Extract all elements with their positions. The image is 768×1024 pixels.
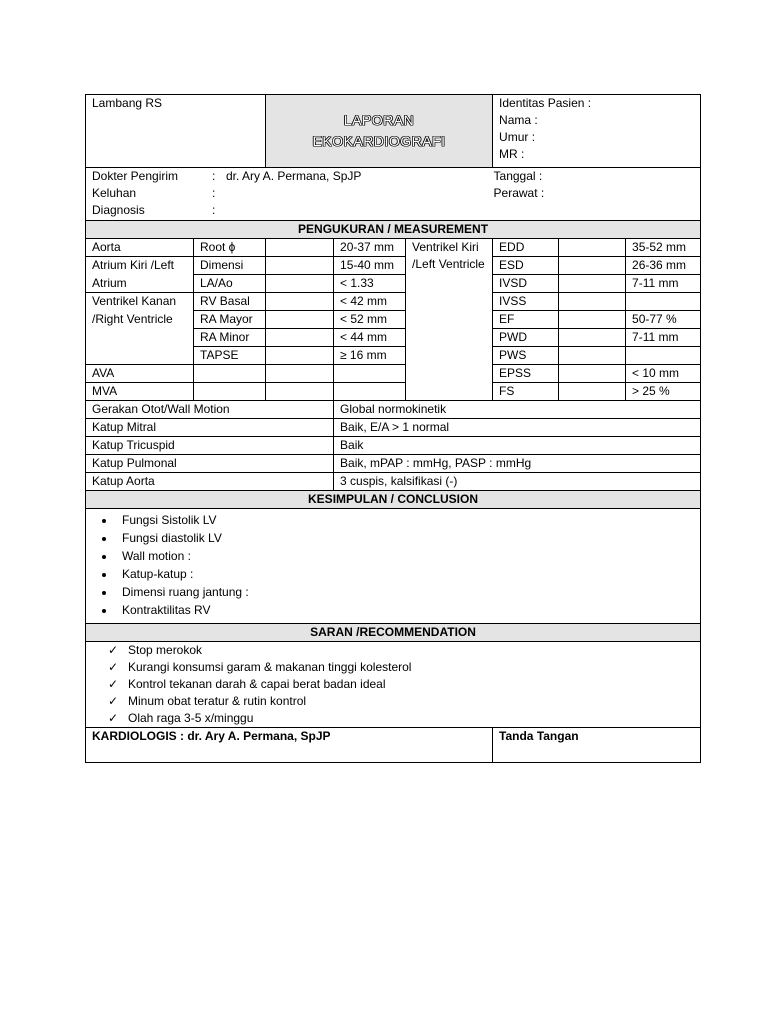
structure-cell: Aorta bbox=[86, 239, 194, 257]
structure-cell: AVA bbox=[86, 365, 194, 383]
valve-row bbox=[86, 437, 701, 455]
measure-row bbox=[86, 257, 701, 275]
cardiologist-cell: KARDIOLOGIS : dr. Ary A. Permana, SpJP bbox=[86, 728, 493, 763]
valve-row bbox=[86, 455, 701, 473]
normal-range: < 44 mm bbox=[334, 329, 406, 347]
value-input[interactable] bbox=[266, 239, 334, 257]
recommendation-item bbox=[108, 693, 700, 710]
lv-param-cell: ESD bbox=[493, 257, 559, 275]
recommendation-text: Stop merokok bbox=[128, 643, 203, 657]
conclusion-section-header: KESIMPULAN / CONCLUSION bbox=[86, 491, 701, 509]
lv-param-cell: EF bbox=[493, 311, 559, 329]
lv-value-input[interactable] bbox=[559, 329, 626, 347]
value-input[interactable] bbox=[266, 257, 334, 275]
referring-doctor-value[interactable]: dr. Ary A. Permana, SpJP bbox=[226, 169, 362, 183]
recommendation-item bbox=[108, 710, 700, 727]
lv-value-input[interactable] bbox=[559, 365, 626, 383]
lv-value-input[interactable] bbox=[559, 239, 626, 257]
complaint-row: Keluhan : bbox=[92, 186, 216, 200]
recommendation-item bbox=[108, 659, 700, 676]
valve-value[interactable]: 3 cuspis, kalsifikasi (-) bbox=[334, 473, 701, 491]
nurse-field[interactable]: Perawat : bbox=[493, 186, 545, 200]
structure-cell: /Right Ventricle bbox=[86, 311, 194, 329]
lv-normal-range: > 25 % bbox=[626, 383, 701, 401]
conclusion-item[interactable]: • Fungsi Sistolik LV bbox=[116, 511, 700, 529]
normal-range bbox=[334, 365, 406, 383]
value-input[interactable] bbox=[266, 275, 334, 293]
conclusion-item[interactable]: • Wall motion : bbox=[116, 547, 700, 565]
normal-range: < 1.33 bbox=[334, 275, 406, 293]
conclusion-item[interactable]: • Katup-katup : bbox=[116, 565, 700, 583]
measure-row bbox=[86, 365, 701, 383]
normal-range: < 42 mm bbox=[334, 293, 406, 311]
param-cell bbox=[194, 383, 266, 401]
checkmark-icon: ✓ bbox=[108, 660, 119, 674]
structure-cell bbox=[86, 329, 194, 347]
valve-value[interactable]: Global normokinetik bbox=[334, 401, 701, 419]
lv-value-input[interactable] bbox=[559, 275, 626, 293]
patient-mr-field[interactable]: MR : bbox=[499, 147, 525, 161]
patient-name-field[interactable]: Nama : bbox=[499, 113, 538, 127]
checkmark-icon: ✓ bbox=[108, 643, 119, 657]
lv-value-input[interactable] bbox=[559, 257, 626, 275]
measure-row bbox=[86, 347, 701, 365]
date-field[interactable]: Tanggal : bbox=[493, 169, 543, 183]
valve-label: Katup Pulmonal bbox=[86, 455, 334, 473]
referral-info bbox=[86, 168, 559, 221]
echo-report-table bbox=[85, 94, 701, 763]
conclusion-item[interactable]: • Fungsi diastolik LV bbox=[116, 529, 700, 547]
recommendation-text: Olah raga 3-5 x/minggu bbox=[128, 711, 254, 725]
recommendation-item bbox=[108, 642, 700, 659]
lv-param-cell: PWS bbox=[493, 347, 559, 365]
valve-row bbox=[86, 473, 701, 491]
patient-age-field[interactable]: Umur : bbox=[499, 130, 536, 144]
referring-doctor-row: Dokter Pengirim : dr. Ary A. Permana, SpJP bbox=[92, 169, 362, 183]
lv-normal-range: 26-36 mm bbox=[626, 257, 701, 275]
lv-param-cell: PWD bbox=[493, 329, 559, 347]
conclusion-cell bbox=[86, 509, 701, 624]
report-title bbox=[266, 95, 493, 168]
recommendation-text: Kontrol tekanan darah & capai berat badan ideal bbox=[128, 677, 386, 691]
param-cell: TAPSE bbox=[194, 347, 266, 365]
measure-row bbox=[86, 329, 701, 347]
param-cell: LA/Ao bbox=[194, 275, 266, 293]
recommendation-list bbox=[86, 642, 700, 727]
value-input[interactable] bbox=[266, 293, 334, 311]
lv-normal-range: 50-77 % bbox=[626, 311, 701, 329]
lv-param-cell: IVSD bbox=[493, 275, 559, 293]
normal-range: < 52 mm bbox=[334, 311, 406, 329]
hospital-logo-cell bbox=[86, 95, 266, 168]
measure-row bbox=[86, 239, 701, 257]
recommendation-text: Minum obat teratur & rutin kontrol bbox=[128, 694, 307, 708]
recommendation-text: Kurangi konsumsi garam & makanan tinggi kolesterol bbox=[128, 660, 412, 674]
structure-cell: Ventrikel Kanan bbox=[86, 293, 194, 311]
valve-value[interactable]: Baik bbox=[334, 437, 701, 455]
valve-label: Gerakan Otot/Wall Motion bbox=[86, 401, 334, 419]
patient-identity bbox=[493, 95, 701, 168]
valve-value[interactable]: Baik, E/A > 1 normal bbox=[334, 419, 701, 437]
report-title-line2: EKOKARDIOGRAFI bbox=[312, 133, 446, 149]
measure-row bbox=[86, 293, 701, 311]
lv-param-cell: IVSS bbox=[493, 293, 559, 311]
logo-label: Lambang RS bbox=[92, 96, 163, 110]
valve-row bbox=[86, 401, 701, 419]
structure-cell: MVA bbox=[86, 383, 194, 401]
conclusion-list bbox=[86, 509, 700, 623]
lv-value-input[interactable] bbox=[559, 293, 626, 311]
date-nurse-info bbox=[493, 168, 701, 221]
diagnosis-row: Diagnosis : bbox=[92, 203, 216, 217]
normal-range: 15-40 mm bbox=[334, 257, 406, 275]
recommendation-item bbox=[108, 676, 700, 693]
lv-param-cell: EPSS bbox=[493, 365, 559, 383]
normal-range bbox=[334, 383, 406, 401]
param-cell: RA Mayor bbox=[194, 311, 266, 329]
lv-param-cell: EDD bbox=[493, 239, 559, 257]
identity-heading: Identitas Pasien : bbox=[499, 96, 592, 110]
measure-row bbox=[86, 275, 701, 293]
recommendation-section-header: SARAN /RECOMMENDATION bbox=[86, 624, 701, 642]
lv-value-input[interactable] bbox=[559, 383, 626, 401]
left-ventricle-label: Ventrikel Kiri /Left Ventricle bbox=[406, 239, 493, 401]
measurement-section-header: PENGUKURAN / MEASUREMENT bbox=[86, 221, 701, 239]
value-input[interactable] bbox=[266, 329, 334, 347]
param-cell bbox=[194, 365, 266, 383]
valve-row bbox=[86, 419, 701, 437]
value-input[interactable] bbox=[266, 347, 334, 365]
conclusion-item[interactable]: • Dimensi ruang jantung : bbox=[116, 583, 700, 601]
checkmark-icon: ✓ bbox=[108, 677, 119, 691]
lv-normal-range: 7-11 mm bbox=[626, 275, 701, 293]
valve-label: Katup Aorta bbox=[86, 473, 334, 491]
conclusion-item[interactable]: • Kontraktilitas RV bbox=[116, 601, 700, 619]
structure-cell: Atrium bbox=[86, 275, 194, 293]
param-cell: Dimensi bbox=[194, 257, 266, 275]
lv-normal-range: < 10 mm bbox=[626, 365, 701, 383]
signature-field[interactable]: Tanda Tangan bbox=[493, 728, 701, 763]
value-input[interactable] bbox=[266, 365, 334, 383]
normal-range: ≥ 16 mm bbox=[334, 347, 406, 365]
checkmark-icon: ✓ bbox=[108, 694, 119, 708]
value-input[interactable] bbox=[266, 383, 334, 401]
normal-range: 20-37 mm bbox=[334, 239, 406, 257]
recommendation-cell bbox=[86, 642, 701, 728]
measure-row bbox=[86, 383, 701, 401]
param-cell: Root ϕ bbox=[194, 239, 266, 257]
lv-value-input[interactable] bbox=[559, 347, 626, 365]
structure-cell bbox=[86, 347, 194, 365]
structure-cell: Atrium Kiri /Left bbox=[86, 257, 194, 275]
param-cell: RA Minor bbox=[194, 329, 266, 347]
measure-row bbox=[86, 311, 701, 329]
checkmark-icon: ✓ bbox=[108, 711, 119, 725]
lv-normal-range: 35-52 mm bbox=[626, 239, 701, 257]
param-cell: RV Basal bbox=[194, 293, 266, 311]
valve-value[interactable]: Baik, mPAP : mmHg, PASP : mmHg bbox=[334, 455, 701, 473]
lv-normal-range bbox=[626, 293, 701, 311]
lv-param-cell: FS bbox=[493, 383, 559, 401]
report-title-line1: LAPORAN bbox=[343, 112, 415, 128]
lv-normal-range: 7-11 mm bbox=[626, 329, 701, 347]
value-input[interactable] bbox=[266, 311, 334, 329]
valve-label: Katup Tricuspid bbox=[86, 437, 334, 455]
lv-normal-range bbox=[626, 347, 701, 365]
valve-label: Katup Mitral bbox=[86, 419, 334, 437]
lv-value-input[interactable] bbox=[559, 311, 626, 329]
